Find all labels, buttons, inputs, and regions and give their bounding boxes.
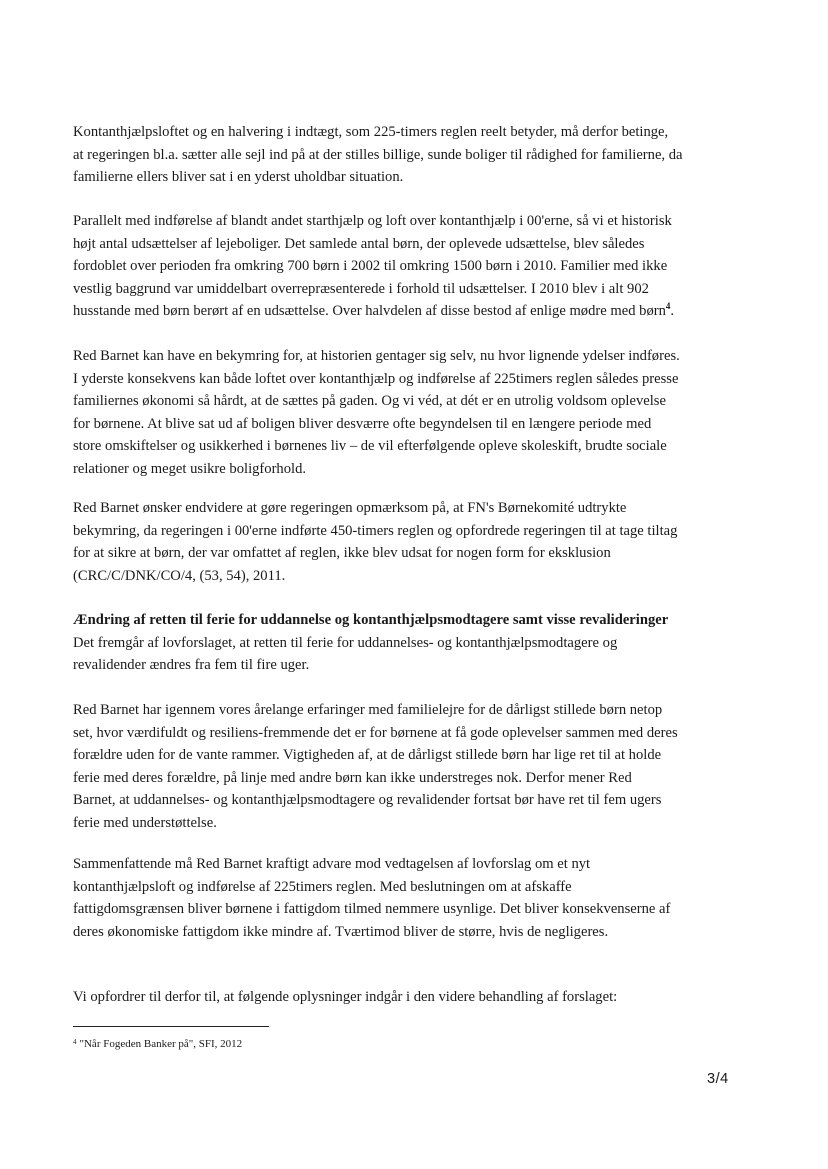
paragraph-8	[73, 986, 773, 1009]
text-line: forældre uden for de vante rammer. Vigtigheden af, at de dårligst stillede børn har lige ret til at holde	[73, 747, 662, 764]
text-line: Red Barnet har igennem vores årelange erfaringer med familielejre for de dårligst stillede børn netop	[73, 702, 663, 718]
text-line: fattigdomsgrænsen bliver børnene i fattigdom tilmed nemmere usynlige. Det bliver konsekvenserne af	[73, 901, 671, 918]
section-ferie	[73, 609, 773, 677]
text-line: store omskiftelser og usikkerhed i børnenes liv – de vil efterfølgende opleve skoleskift, brudte sociale	[73, 438, 667, 455]
paragraph-7	[73, 853, 773, 943]
text-line: set, hvor værdifuldt og resiliens-fremmende det er for børnene at få gode oplevelser sammen med deres	[73, 724, 678, 741]
paragraph-1	[73, 121, 773, 189]
text-line: I yderste konsekvens kan både loftet over kontanthjælp og indførelse af 225timers reglen således presse	[73, 370, 679, 387]
paragraph-3	[73, 345, 773, 481]
text-segment: .	[670, 303, 675, 320]
paragraph-4	[73, 497, 773, 587]
footnote-reference: 4	[665, 301, 671, 312]
page-number: 3/4	[707, 1071, 729, 1087]
text-line: Sammenfattende må Red Barnet kraftigt advare mod vedtagelsen af lovforslag om et nyt	[73, 856, 591, 872]
text-line: deres økonomiske fattigdom ikke mindre af. Tværtimod bliver de større, hvis de negligeres.	[73, 923, 609, 940]
text-line: bekymring, da regeringen i 00'erne indførte 450-timers reglen og opfordrede regeringen til at tage tiltag	[73, 522, 678, 539]
text-line: familiernes økonomi så hårdt, at de sættes på gaden. Og vi véd, at dét er en utrolig voldsom oplevelse	[73, 393, 666, 410]
footnote-separator	[73, 1026, 269, 1027]
text-line: kontanthjælpsloft og indførelse af 225timers reglen. Med beslutningen om at afskaffe	[73, 878, 572, 895]
text-line: Kontanthjælpsloftet og en halvering i indtægt, som 225-timers reglen reelt betyder, må derfor betinge,	[73, 124, 669, 140]
text-line: højt antal udsættelser af lejeboliger. Det samlede antal børn, der oplevede udsættelse, blev således	[73, 235, 645, 252]
text-line-with-footnote	[73, 300, 773, 324]
text-line: Red Barnet kan have en bekymring for, at historien gentager sig selv, nu hvor lignende ydelser indføres.	[73, 348, 680, 364]
footnote-text: "Når Fogeden Banker på", SFI, 2012	[79, 1038, 243, 1050]
text-line: (CRC/C/DNK/CO/4, (53, 54), 2011.	[73, 567, 286, 584]
footnote-number: 4	[73, 1038, 77, 1046]
text-line: ferie med understøttelse.	[73, 814, 217, 831]
text-line: Det fremgår af lovforslaget, at retten til ferie for uddannelses- og kontanthjælpsmodtagere og	[73, 634, 618, 651]
text-line: revalidender ændres fra fem til fire uger.	[73, 657, 310, 674]
text-line: fordoblet over perioden fra omkring 700 børn i 2002 til omkring 1500 børn i 2010. Familier med ikke	[73, 258, 668, 275]
text-line: Vi opfordrer til derfor til, at følgende oplysninger indgår i den videre behandling af forslaget:	[73, 989, 618, 1005]
footnote	[73, 1037, 242, 1052]
paragraph-2	[73, 210, 773, 324]
text-segment: husstande med børn berørt af en udsættelse. Over halvdelen af disse bestod af enlige mødre med børn	[73, 303, 666, 320]
text-line: familierne ellers bliver sat i en yderst uholdbar situation.	[73, 169, 404, 186]
text-line: ferie med deres forældre, på linje med andre børn kan ikke understreges nok. Derfor mener Red	[73, 769, 632, 786]
text-line: Parallelt med indførelse af blandt andet starthjælp og loft over kontanthjælp i 00'erne, så vi et historisk	[73, 213, 672, 229]
section-heading: Ændring af retten til ferie for uddannelse og kontanthjælpsmodtagere samt visse revalideringer	[73, 612, 669, 628]
text-line: at regeringen bl.a. sætter alle sejl ind på at der stilles billige, sunde boliger til rådighed for familierne, da	[73, 146, 683, 163]
text-line: Barnet, at uddannelses- og kontanthjælpsmodtagere og revalidender fortsat bør have ret til fem ugers	[73, 792, 662, 809]
text-line: for at sikre at børn, der var omfattet af reglen, ikke blev udsat for nogen form for eksklusion	[73, 545, 611, 562]
text-line: for børnene. At blive sat ud af boligen bliver desværre ofte begyndelsen til en længere periode med	[73, 415, 652, 432]
text-line: Red Barnet ønsker endvidere at gøre regeringen opmærksom på, at FN's Børnekomité udtrykte	[73, 500, 627, 516]
text-line: vestlig baggrund var umiddelbart overrepræsenterede i forhold til udsættelser. I 2010 blev i alt 902	[73, 280, 649, 297]
text-line: relationer og meget usikre boligforhold.	[73, 460, 307, 477]
paragraph-6	[73, 699, 773, 835]
